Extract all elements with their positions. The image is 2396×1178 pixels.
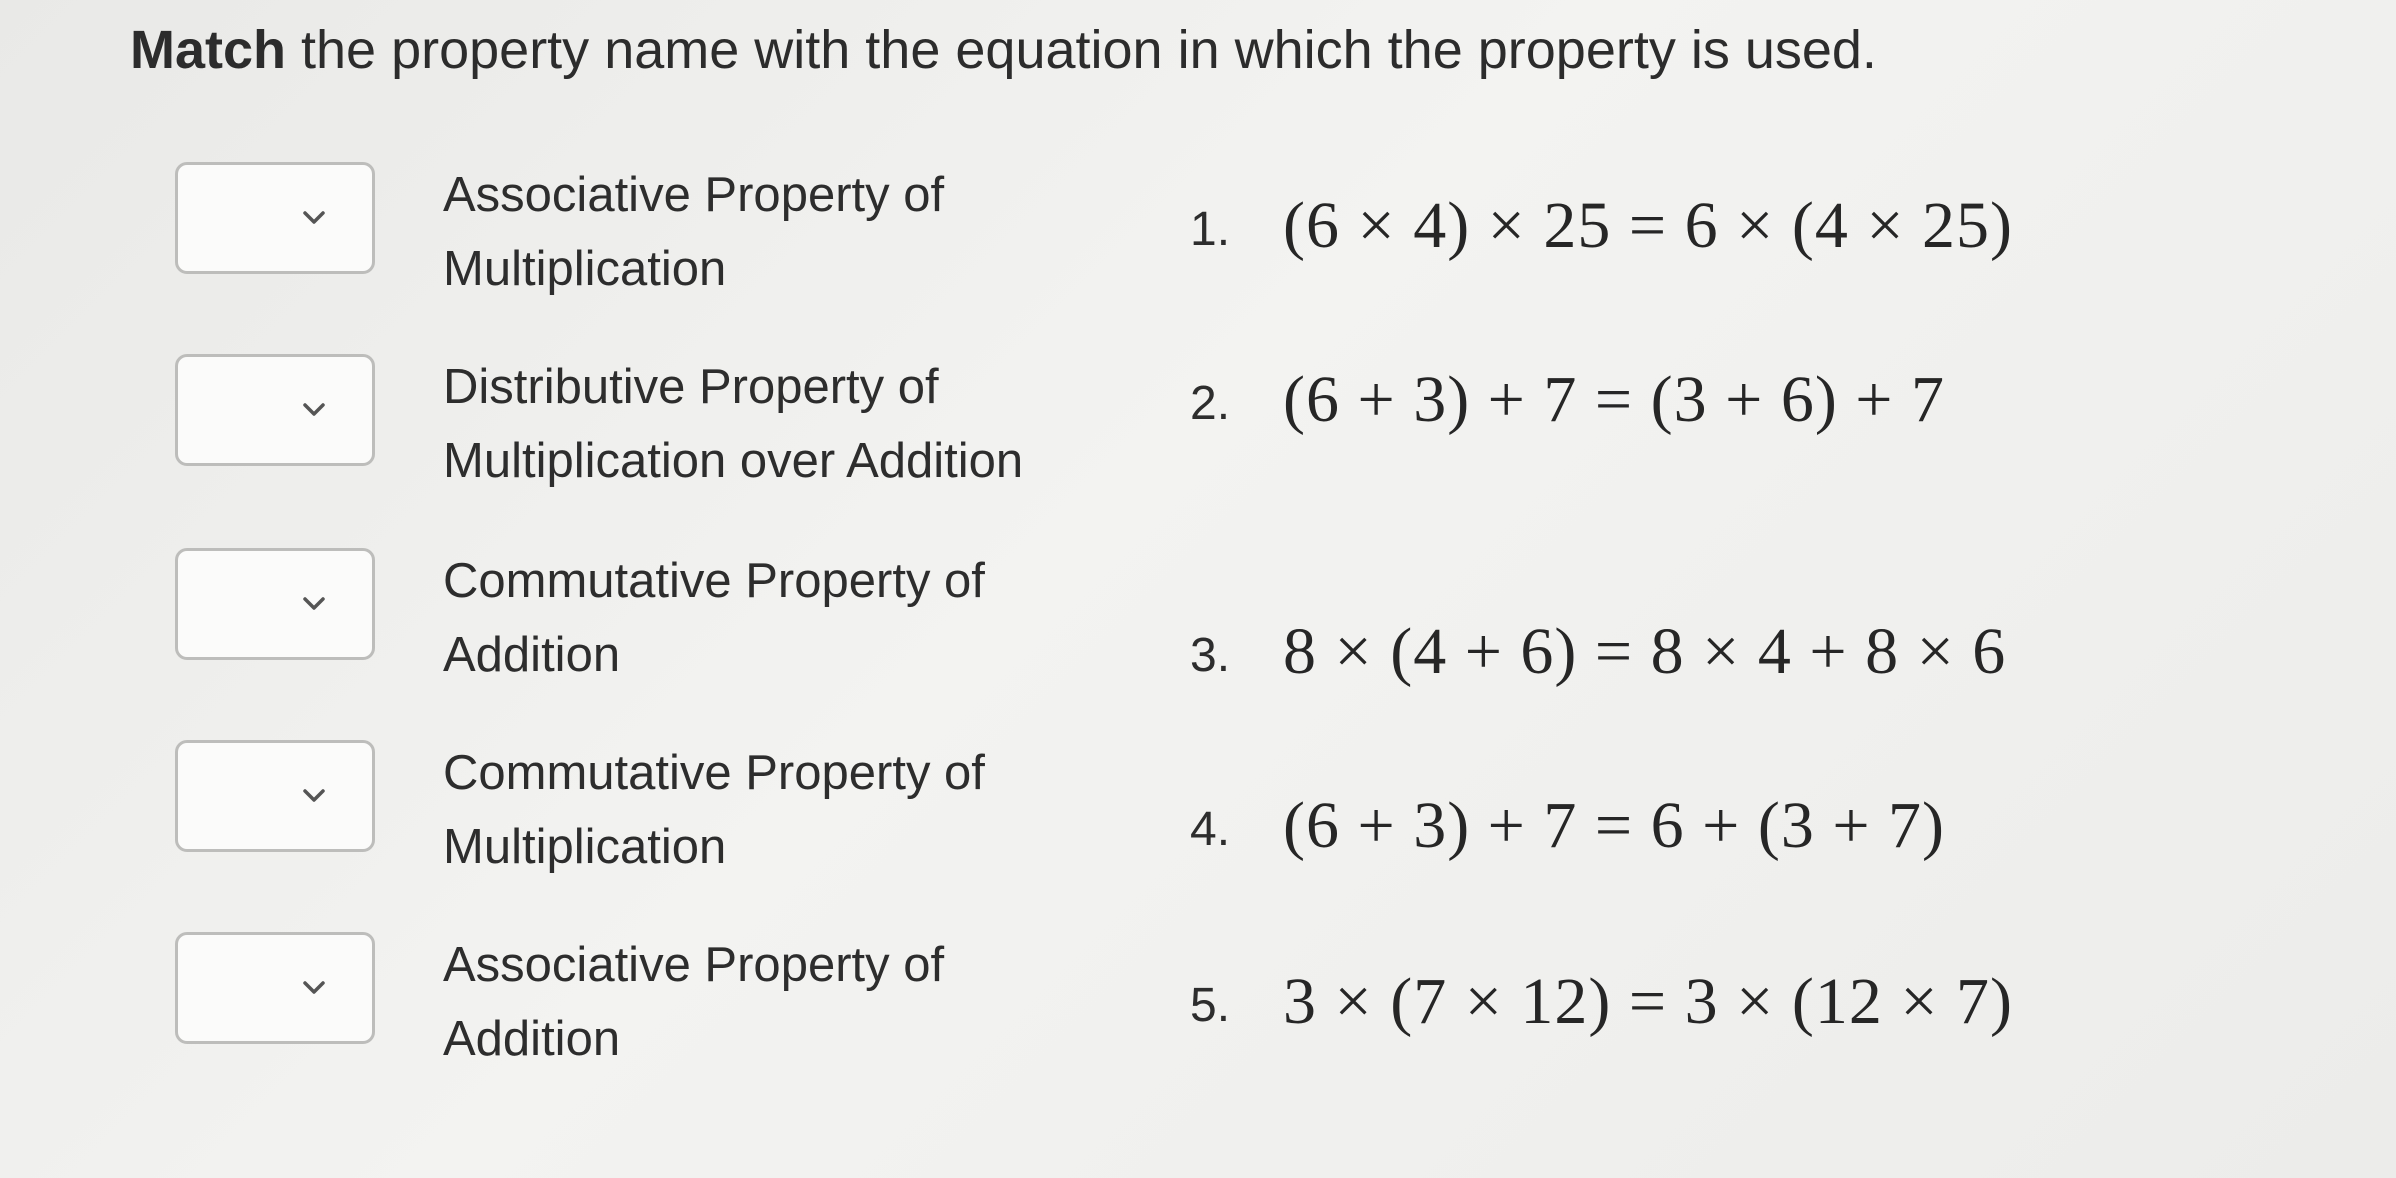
property-name-4-line2: Multiplication [443,820,727,874]
property-name-3 [443,544,985,692]
answer-dropdown-4[interactable] [175,740,375,852]
chevron-down-icon [298,971,330,1003]
instruction-bold-word: Match [130,20,287,80]
property-name-2-line1: Distributive Property of [443,360,939,414]
property-name-5 [443,928,944,1076]
property-name-1-line1: Associative Property of [443,168,945,222]
chevron-down-icon [298,201,330,233]
match-row-2 [0,342,2396,532]
chevron-down-icon [298,393,330,425]
instruction-text: the property name with the equation in which the property is used. [286,20,1877,80]
question-instruction [130,18,1877,83]
match-row-4 [0,728,2396,918]
chevron-down-icon [298,587,330,619]
equation-2: (6 + 3) + 7 = (3 + 6) + 7 [1283,363,1946,436]
property-name-4-line1: Commutative Property of [443,746,985,800]
property-name-5-line2: Addition [443,1012,621,1066]
equation-4: (6 + 3) + 7 = 6 + (3 + 7) [1283,789,1946,862]
match-row-5 [0,920,2396,1110]
answer-dropdown-3[interactable] [175,548,375,660]
equation-5: 3 × (7 × 12) = 3 × (12 × 7) [1283,965,2014,1038]
property-name-5-line1: Associative Property of [443,938,945,992]
equation-number-3: 3. [1190,629,1231,682]
answer-dropdown-1[interactable] [175,162,375,274]
property-name-3-line2: Addition [443,628,621,682]
property-name-1 [443,158,944,306]
answer-dropdown-2[interactable] [175,354,375,466]
equation-3: 8 × (4 + 6) = 8 × 4 + 8 × 6 [1283,615,2007,688]
equation-number-4: 4. [1190,803,1231,856]
equation-1: (6 × 4) × 25 = 6 × (4 × 25) [1283,189,2014,262]
property-name-1-line2: Multiplication [443,242,727,296]
property-name-3-line1: Commutative Property of [443,554,985,608]
match-row-1 [0,150,2396,340]
property-name-2-line2: Multiplication over Addition [443,434,1024,488]
chevron-down-icon [298,779,330,811]
equation-number-1: 1. [1190,203,1231,256]
match-row-3 [0,536,2396,726]
property-name-2 [443,350,1023,498]
answer-dropdown-5[interactable] [175,932,375,1044]
property-name-4 [443,736,985,884]
equation-number-5: 5. [1190,979,1231,1032]
equation-number-2: 2. [1190,377,1231,430]
